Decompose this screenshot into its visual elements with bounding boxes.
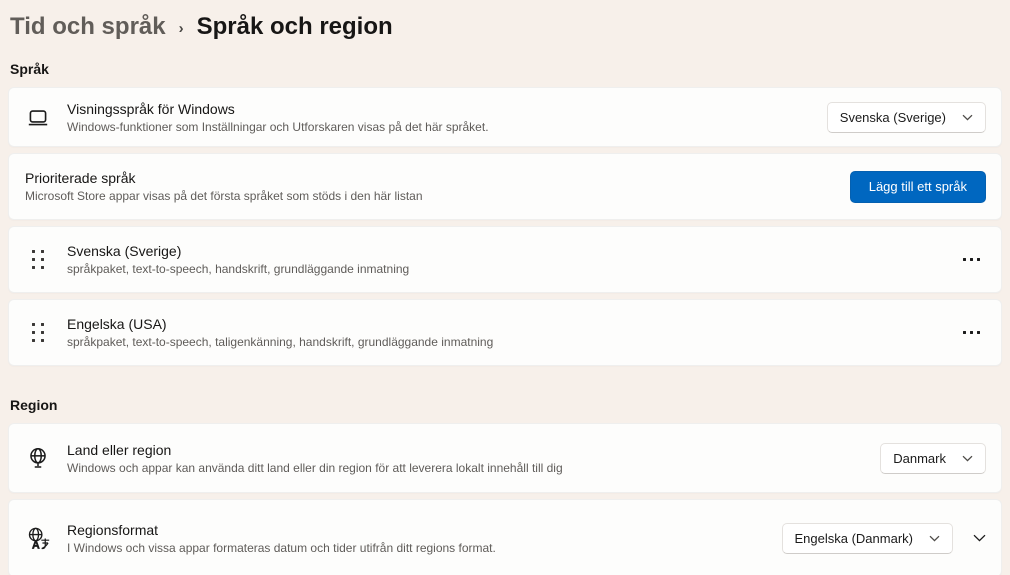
card-regional-format xyxy=(8,499,1002,575)
chevron-down-icon xyxy=(962,114,973,121)
add-language-button[interactable]: Lägg till ett språk xyxy=(850,171,986,203)
card-display-language xyxy=(8,87,1002,147)
breadcrumb xyxy=(10,10,1002,44)
display-language-title: Visningsspråk för Windows xyxy=(67,100,235,117)
regional-format-subtitle: I Windows och vissa appar formateras datum och tider utifrån ditt regions format. xyxy=(67,540,496,555)
preferred-languages-subtitle: Microsoft Store appar visas på det första språket som stöds i den här listan xyxy=(25,189,423,203)
regional-format-dropdown-value: Engelska (Danmark) xyxy=(794,530,913,546)
section-label-region: Region xyxy=(10,397,58,413)
drag-handle-icon[interactable] xyxy=(9,250,67,269)
card-preferred-languages xyxy=(8,153,1002,220)
chevron-down-icon xyxy=(929,535,940,542)
globe-icon xyxy=(9,445,67,471)
display-language-dropdown-value: Svenska (Sverige) xyxy=(839,109,946,125)
country-region-dropdown-value: Danmark xyxy=(893,450,946,466)
section-label-language: Språk xyxy=(10,61,49,77)
svg-text:A: A xyxy=(31,539,40,552)
language-item-title: Svenska (Sverige) xyxy=(67,243,182,259)
globe-language-icon xyxy=(9,525,67,552)
display-language-dropdown[interactable] xyxy=(827,102,986,133)
page-title: Språk och region xyxy=(196,13,393,40)
display-language-subtitle: Windows-funktioner som Inställningar och Utforskaren visas på det här språket. xyxy=(67,119,489,134)
language-item-subtitle: språkpaket, text-to-speech, taligenkänning, handskrift, grundläggande inmatning xyxy=(67,335,494,349)
language-item-subtitle: språkpaket, text-to-speech, handskrift, grundläggande inmatning xyxy=(67,262,410,276)
chevron-down-icon xyxy=(962,455,973,462)
expand-chevron-down-icon[interactable] xyxy=(973,534,986,542)
country-region-subtitle: Windows och appar kan använda ditt land eller din region för att leverera lokalt innehåll till dig xyxy=(67,460,563,475)
breadcrumb-separator-icon: › xyxy=(178,19,184,37)
laptop-icon xyxy=(9,104,67,130)
language-item-title: Engelska (USA) xyxy=(67,316,167,332)
preferred-languages-title: Prioriterade språk xyxy=(25,170,136,186)
drag-handle-icon[interactable] xyxy=(9,323,67,342)
regional-format-dropdown[interactable] xyxy=(782,523,954,554)
language-item-engelska[interactable] xyxy=(8,299,1002,366)
regional-format-title: Regionsformat xyxy=(67,521,159,538)
language-item-svenska[interactable] xyxy=(8,226,1002,293)
more-options-icon[interactable] xyxy=(957,321,986,344)
breadcrumb-parent[interactable]: Tid och språk xyxy=(10,13,166,40)
more-options-icon[interactable] xyxy=(957,248,986,271)
card-country-region xyxy=(8,423,1002,493)
country-region-title: Land eller region xyxy=(67,441,172,458)
country-region-dropdown[interactable] xyxy=(880,443,986,474)
